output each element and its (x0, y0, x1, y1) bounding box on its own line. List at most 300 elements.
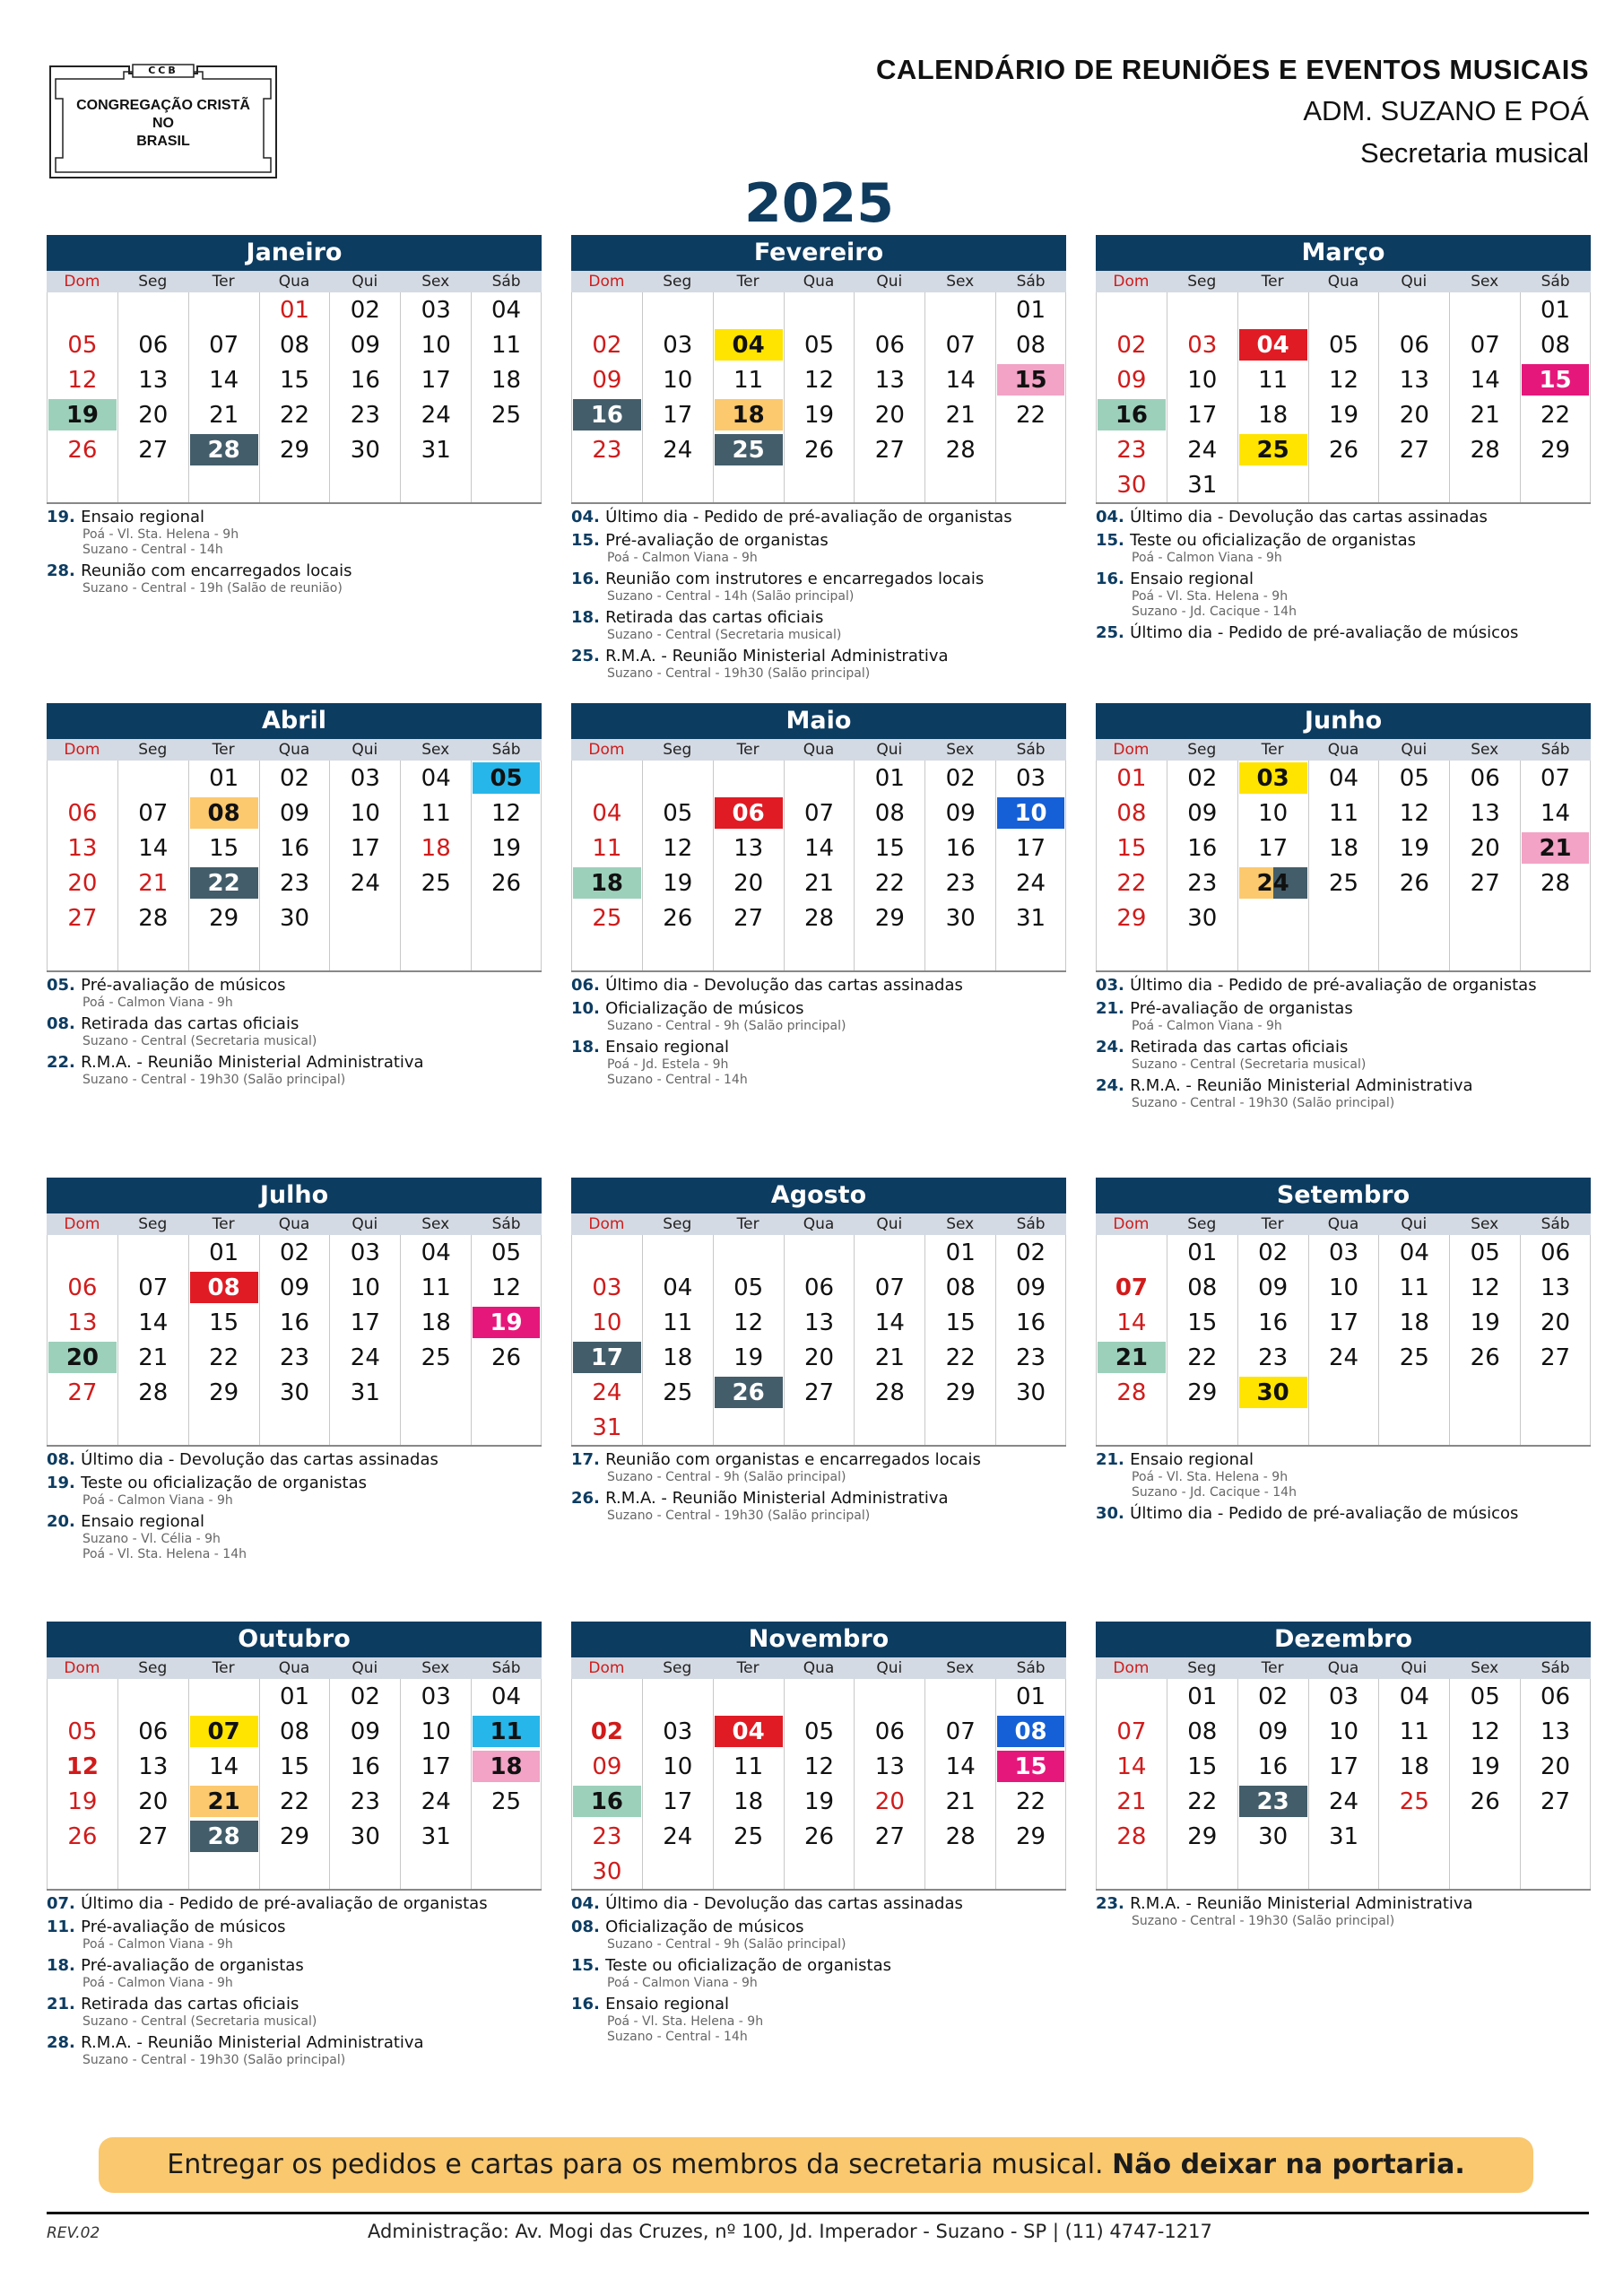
day-number: 30 (279, 1378, 310, 1406)
event-location: Poá - Vl. Sta. Helena - 9h (82, 527, 239, 542)
day-cell (329, 327, 400, 362)
day-cell (1096, 1784, 1167, 1819)
empty-cell (329, 900, 400, 935)
event-line (571, 1450, 1066, 1470)
day-cell (471, 796, 542, 831)
event-title: Último dia - Devolução das cartas assinadas (605, 976, 963, 995)
weekday-label: Ter (736, 273, 759, 291)
day-cell (1237, 1235, 1308, 1270)
event-title: Ensaio regional (1130, 570, 1254, 588)
day-number: 06 (874, 1718, 905, 1745)
event-list (571, 1450, 1066, 1524)
empty-cell (854, 1679, 924, 1714)
day-cell (400, 1340, 471, 1375)
weekday-label: Dom (588, 273, 625, 291)
day-number: 16 (1187, 834, 1218, 862)
day-cell (924, 761, 995, 796)
day-cell (1096, 831, 1167, 865)
day-cell (995, 1340, 1066, 1375)
weekday-label: Qua (278, 741, 310, 759)
month-title: Dezembro (1096, 1622, 1591, 1657)
day-cell (571, 1714, 642, 1749)
empty-cell (47, 935, 117, 970)
event-item (571, 1450, 1066, 1485)
event-location: Poá - Vl. Sta. Helena - 14h (82, 1547, 247, 1561)
day-number: 01 (874, 764, 905, 792)
event-title: Retirada das cartas oficiais (1130, 1038, 1349, 1057)
event-day: 18. (571, 1038, 606, 1057)
day-number: 28 (138, 904, 169, 932)
empty-cell (1449, 1410, 1520, 1445)
day-number: 09 (1258, 1274, 1289, 1301)
event-day: 24. (1096, 1038, 1131, 1057)
empty-cell (259, 1410, 330, 1445)
empty-cell (1237, 292, 1308, 327)
day-number: 22 (209, 1344, 239, 1371)
empty-cell (1378, 1410, 1449, 1445)
day-cell (642, 397, 713, 432)
day-cell (188, 397, 259, 432)
event-item (47, 1956, 542, 1991)
weekday-label: Sex (421, 1659, 450, 1677)
day-number: 29 (209, 904, 239, 932)
day-number: 07 (803, 799, 835, 827)
day-number: 18 (491, 366, 522, 394)
day-cell (47, 432, 117, 467)
day-number: 15 (1187, 1309, 1218, 1336)
day-cell (329, 1270, 400, 1305)
day-number: 06 (67, 1274, 98, 1301)
day-number: 26 (732, 1378, 765, 1406)
event-line (571, 647, 1066, 666)
empty-cell (471, 1410, 542, 1445)
day-cell (784, 900, 855, 935)
day-grid (571, 1235, 1066, 1447)
day-number: 11 (491, 331, 522, 359)
day-cell (1449, 1340, 1520, 1375)
day-cell (854, 1375, 924, 1410)
day-number: 11 (421, 1274, 451, 1301)
event-item (47, 1918, 542, 1952)
empty-cell (713, 1410, 784, 1445)
weekday-label: Seg (1187, 741, 1217, 759)
day-cell (259, 1714, 330, 1749)
day-number: 13 (1541, 1274, 1571, 1301)
day-number: 25 (1399, 1787, 1429, 1815)
day-number: 17 (350, 834, 380, 862)
day-number: 01 (279, 1683, 310, 1710)
day-cell (400, 1784, 471, 1819)
day-cell (400, 1235, 471, 1270)
day-number: 09 (1116, 366, 1147, 394)
day-cell (400, 1749, 471, 1784)
month-title: Agosto (571, 1178, 1066, 1213)
day-cell (1308, 1819, 1379, 1854)
day-number: 09 (1187, 799, 1218, 827)
day-cell (1167, 1819, 1237, 1854)
day-number: 19 (67, 1787, 98, 1815)
day-number: 25 (733, 1822, 764, 1850)
day-number: 16 (590, 1787, 624, 1815)
event-location: Suzano - Central - 9h (Salão principal) (607, 1470, 846, 1484)
day-number: 03 (1256, 764, 1289, 792)
event-line (571, 608, 1066, 628)
day-cell (1378, 796, 1449, 831)
day-number: 30 (1116, 471, 1147, 499)
empty-cell (924, 935, 995, 970)
empty-cell (471, 900, 542, 935)
day-cell (1167, 1270, 1237, 1305)
day-number: 28 (207, 436, 240, 464)
event-day: 24. (1096, 1076, 1131, 1095)
day-number: 25 (421, 869, 451, 897)
day-number: 25 (592, 904, 622, 932)
day-cell (1096, 1375, 1167, 1410)
event-item (571, 570, 1066, 604)
day-number: 06 (874, 331, 905, 359)
day-number: 12 (67, 366, 98, 394)
day-cell (854, 900, 924, 935)
event-item (571, 1956, 1066, 1991)
event-list (47, 508, 542, 596)
event-item (571, 976, 1066, 996)
event-line (571, 1995, 1066, 2014)
day-cell (784, 1714, 855, 1749)
day-number: 29 (1187, 1822, 1218, 1850)
day-cell (924, 397, 995, 432)
weekday-label: Sáb (1541, 1659, 1570, 1677)
day-cell (1308, 865, 1379, 900)
day-cell (329, 1235, 400, 1270)
weekday-label: Sáb (491, 741, 521, 759)
weekday-label: Ter (212, 1215, 235, 1233)
day-cell (571, 1749, 642, 1784)
day-cell (188, 865, 259, 900)
day-number: 31 (1328, 1822, 1359, 1850)
day-cell (854, 831, 924, 865)
day-number: 28 (1541, 869, 1571, 897)
month-title: Maio (571, 703, 1066, 739)
empty-cell (784, 1854, 855, 1889)
day-grid (1096, 761, 1591, 972)
event-day: 21. (1096, 1450, 1131, 1469)
day-cell (1096, 1305, 1167, 1340)
day-number: 09 (1016, 1274, 1046, 1301)
event-title: Teste ou oficialização de organistas (1130, 531, 1416, 550)
day-number: 15 (1539, 366, 1572, 394)
event-day: 20. (47, 1512, 82, 1531)
day-cell (854, 1270, 924, 1305)
day-cell (784, 796, 855, 831)
empty-cell (571, 1679, 642, 1714)
event-day: 19. (47, 1474, 82, 1492)
day-grid (571, 292, 1066, 504)
day-number: 10 (350, 799, 380, 827)
month-setembro (1096, 1178, 1591, 1527)
day-number: 18 (1328, 834, 1359, 862)
empty-cell (259, 935, 330, 970)
weekday-label: Qui (876, 1215, 903, 1233)
empty-cell (1237, 900, 1308, 935)
day-number: 13 (733, 834, 764, 862)
weekday-label: Seg (138, 1215, 168, 1233)
day-number: 27 (874, 1822, 905, 1850)
day-number: 31 (1016, 904, 1046, 932)
empty-cell (1378, 935, 1449, 970)
month-fevereiro (571, 235, 1066, 685)
day-cell (329, 796, 400, 831)
day-number: 18 (421, 1309, 451, 1336)
day-cell (924, 432, 995, 467)
day-cell (1308, 327, 1379, 362)
empty-cell (1167, 1854, 1237, 1889)
day-cell (1237, 1679, 1308, 1714)
day-number: 04 (491, 1683, 522, 1710)
day-number: 23 (350, 401, 380, 429)
month-title: Março (1096, 235, 1591, 271)
empty-cell (642, 1235, 713, 1270)
empty-cell (784, 467, 855, 502)
day-cell (471, 1714, 542, 1749)
day-number: 12 (733, 1309, 764, 1336)
day-number: 19 (65, 401, 100, 429)
day-cell (188, 362, 259, 397)
day-cell (400, 362, 471, 397)
day-number: 15 (1187, 1752, 1218, 1780)
day-cell (1237, 1749, 1308, 1784)
day-number: 04 (1399, 1683, 1429, 1710)
day-cell (1167, 327, 1237, 362)
weekday-label: Qui (876, 1659, 903, 1677)
day-number: 12 (491, 799, 522, 827)
day-cell (924, 1270, 995, 1305)
day-number: 19 (1399, 834, 1429, 862)
event-item (571, 647, 1066, 682)
day-cell (713, 796, 784, 831)
empty-cell (642, 467, 713, 502)
day-number: 24 (663, 1822, 693, 1850)
event-day: 04. (1096, 508, 1131, 526)
day-cell (117, 900, 188, 935)
day-number: 12 (803, 1752, 835, 1780)
month-title: Julho (47, 1178, 542, 1213)
empty-cell (1167, 1410, 1237, 1445)
day-cell (713, 1784, 784, 1819)
event-title: R.M.A. - Reunião Ministerial Administrativa (605, 647, 949, 665)
day-cell (642, 1749, 713, 1784)
weekday-label: Ter (736, 741, 759, 759)
day-cell (1237, 865, 1308, 900)
day-cell (924, 865, 995, 900)
day-number: 21 (874, 1344, 905, 1371)
weekday-label: Sáb (491, 1215, 521, 1233)
day-number: 07 (1115, 1274, 1149, 1301)
weekday-label: Qui (876, 741, 903, 759)
event-day: 04. (571, 508, 606, 526)
day-cell (1237, 1784, 1308, 1819)
day-number: 01 (1541, 296, 1571, 324)
day-cell (47, 397, 117, 432)
empty-cell (117, 761, 188, 796)
empty-cell (47, 1679, 117, 1714)
day-cell (329, 1375, 400, 1410)
day-cell (1449, 865, 1520, 900)
empty-cell (713, 1679, 784, 1714)
day-number: 14 (1116, 1752, 1147, 1780)
day-cell (924, 796, 995, 831)
event-line (1096, 531, 1591, 551)
day-cell (995, 397, 1066, 432)
day-cell (329, 1749, 400, 1784)
empty-cell (1096, 935, 1167, 970)
day-number: 07 (138, 1274, 169, 1301)
day-cell (1308, 432, 1379, 467)
day-number: 20 (67, 869, 98, 897)
weekday-header (1096, 1213, 1591, 1235)
day-number: 29 (209, 1378, 239, 1406)
day-cell (1237, 1270, 1308, 1305)
weekday-header (571, 1657, 1066, 1679)
day-cell (259, 1749, 330, 1784)
day-number: 18 (1399, 1309, 1429, 1336)
day-number: 19 (803, 1787, 835, 1815)
event-line (1096, 570, 1591, 589)
event-line (1096, 999, 1591, 1019)
day-number: 03 (663, 1718, 693, 1745)
weekday-label: Ter (212, 273, 235, 291)
empty-cell (784, 1679, 855, 1714)
day-cell (784, 1305, 855, 1340)
day-grid (571, 1679, 1066, 1891)
day-cell (924, 900, 995, 935)
day-number: 13 (138, 1752, 169, 1780)
weekday-label: Qua (803, 1215, 835, 1233)
day-number: 12 (491, 1274, 522, 1301)
day-number: 15 (209, 1309, 239, 1336)
day-number: 09 (1258, 1718, 1289, 1745)
day-number: 02 (1016, 1239, 1046, 1266)
day-number: 17 (1016, 834, 1046, 862)
day-number: 28 (945, 436, 976, 464)
day-cell (1167, 1749, 1237, 1784)
day-cell (1378, 1235, 1449, 1270)
day-cell (471, 761, 542, 796)
day-grid (1096, 1679, 1591, 1891)
day-cell (1237, 432, 1308, 467)
empty-cell (400, 900, 471, 935)
empty-cell (1520, 900, 1591, 935)
day-number: 22 (1016, 1787, 1046, 1815)
empty-cell (571, 292, 642, 327)
day-cell (1308, 1714, 1379, 1749)
day-number: 19 (733, 1344, 764, 1371)
event-location: Suzano - Central - 14h (607, 1073, 748, 1087)
month-março (1096, 235, 1591, 647)
day-number: 30 (279, 904, 310, 932)
day-cell (329, 1305, 400, 1340)
day-number: 27 (138, 436, 169, 464)
event-item (571, 1918, 1066, 1952)
weekday-label: Sex (946, 1215, 975, 1233)
day-cell (1378, 1784, 1449, 1819)
empty-cell (47, 292, 117, 327)
day-cell (995, 761, 1066, 796)
day-number: 25 (491, 1787, 522, 1815)
day-number: 02 (592, 331, 622, 359)
day-cell (188, 796, 259, 831)
event-item (47, 1474, 542, 1509)
day-number: 29 (1016, 1822, 1046, 1850)
event-title: Pré-avaliação de organistas (1130, 999, 1353, 1018)
event-line (571, 570, 1066, 589)
day-number: 03 (592, 1274, 622, 1301)
event-title: Reunião com encarregados locais (81, 561, 352, 580)
empty-cell (713, 292, 784, 327)
day-number: 10 (350, 1274, 380, 1301)
event-line (47, 2033, 542, 2053)
event-title: Retirada das cartas oficiais (81, 1995, 299, 2013)
day-cell (47, 900, 117, 935)
day-cell (713, 900, 784, 935)
empty-cell (471, 432, 542, 467)
event-line (571, 1894, 1066, 1914)
empty-cell (1449, 1819, 1520, 1854)
event-list (1096, 1894, 1591, 1929)
day-cell (1520, 796, 1591, 831)
day-cell (471, 831, 542, 865)
day-cell (1237, 796, 1308, 831)
empty-cell (1520, 1410, 1591, 1445)
day-cell (400, 1305, 471, 1340)
day-number: 24 (421, 1787, 451, 1815)
day-cell (784, 1784, 855, 1819)
empty-cell (1167, 935, 1237, 970)
day-number: 21 (803, 869, 835, 897)
day-cell (995, 1714, 1066, 1749)
weekday-label: Qua (1327, 1215, 1359, 1233)
empty-cell (784, 935, 855, 970)
day-cell (47, 865, 117, 900)
month-title: Outubro (47, 1622, 542, 1657)
day-cell (1520, 1784, 1591, 1819)
day-number: 22 (1187, 1787, 1218, 1815)
day-cell (995, 1235, 1066, 1270)
month-title: Junho (1096, 703, 1591, 739)
event-item (571, 608, 1066, 643)
day-number: 08 (1016, 331, 1046, 359)
day-number: 25 (491, 401, 522, 429)
day-number: 23 (945, 869, 976, 897)
day-number: 02 (1187, 764, 1218, 792)
weekday-label: Qua (278, 1215, 310, 1233)
event-day: 21. (1096, 999, 1131, 1018)
day-number: 08 (1014, 1718, 1047, 1745)
empty-cell (1520, 935, 1591, 970)
day-cell (259, 761, 330, 796)
day-number: 04 (732, 331, 765, 359)
event-list (1096, 976, 1591, 1111)
banner-text: Entregar os pedidos e cartas para os membros da secretaria musical. (167, 2149, 1104, 2180)
day-cell (188, 1749, 259, 1784)
event-day: 23. (1096, 1894, 1131, 1913)
day-cell (924, 1235, 995, 1270)
weekday-label: Qui (352, 273, 378, 291)
day-number: 02 (350, 296, 380, 324)
day-number: 24 (592, 1378, 622, 1406)
day-cell (1167, 397, 1237, 432)
day-number: 26 (1399, 869, 1429, 897)
event-location: Suzano - Jd. Cacique - 14h (1132, 1485, 1297, 1500)
